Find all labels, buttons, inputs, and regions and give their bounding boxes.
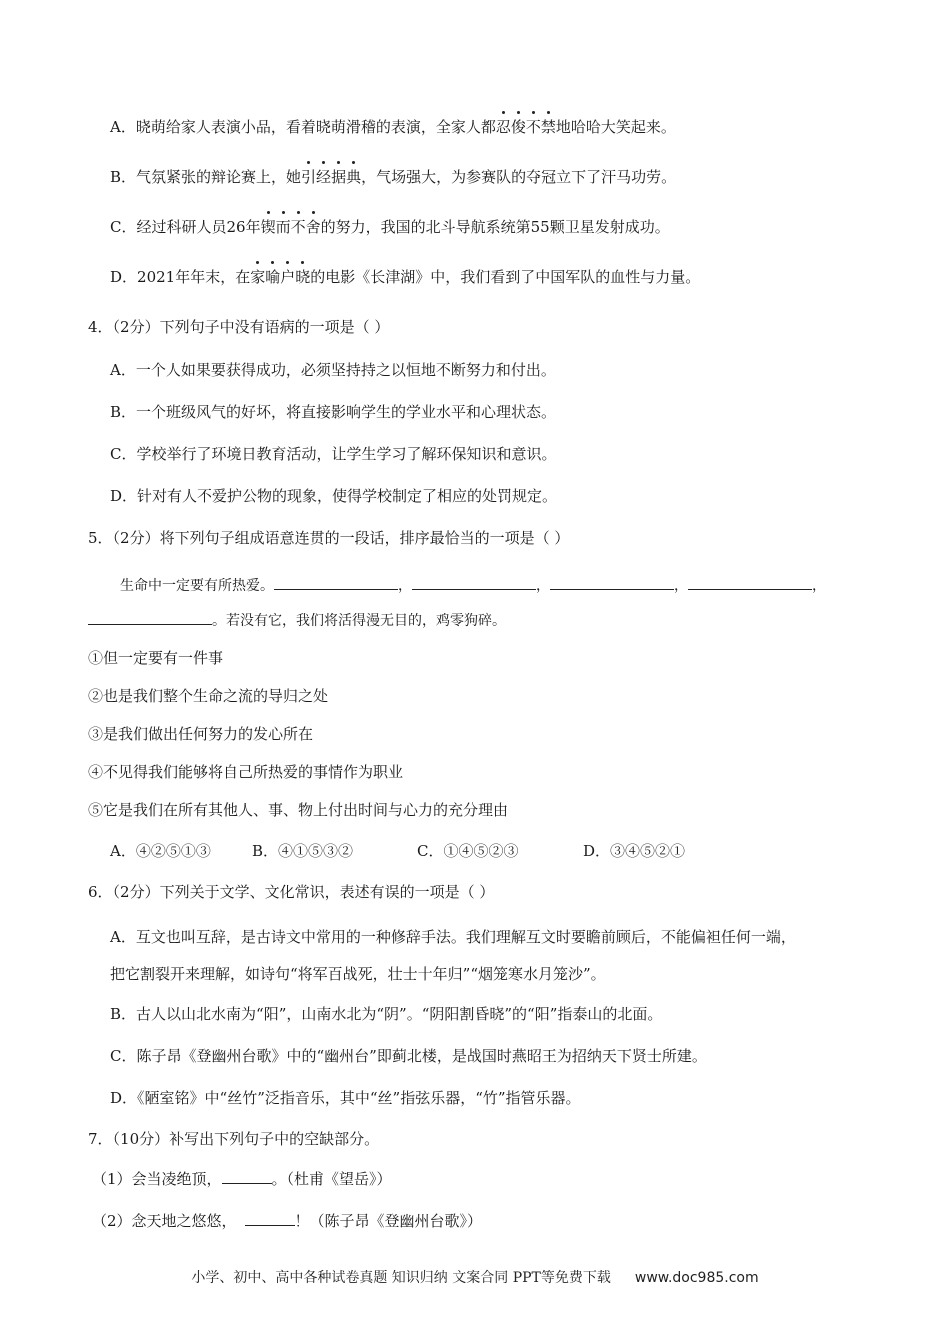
dotted-char: 引 <box>301 168 317 186</box>
dotted-char: 而 <box>275 218 291 236</box>
passage-comma: ， <box>536 578 550 594</box>
answer-blank <box>550 575 674 590</box>
q3-option-d <box>110 267 700 287</box>
option-text: 的努力，我国的北斗导航系统第55颗卫星发射成功。 <box>320 218 670 236</box>
option-text: ，气场强大，为参赛队的夺冠立下了汗马功劳。 <box>361 168 677 186</box>
item-text: ！（陈子昂《登幽州台歌》） <box>294 1212 483 1230</box>
q4-option-a: A．一个人如果要获得成功，必须坚持持之以恒地不断努力和付出。 <box>110 361 556 379</box>
option-text: 的电影《长津湖》中，我们看到了中国军队的血性与力量。 <box>310 268 701 286</box>
dotted-char: 典 <box>346 168 362 186</box>
q5-sentence-5: ⑤它是我们在所有其他人、事、物上付出时间与心力的充分理由 <box>88 801 509 819</box>
q5-sentence-1: ①但一定要有一件事 <box>88 649 224 667</box>
dotted-char: 禁 <box>540 118 556 136</box>
q3-option-c <box>110 217 670 237</box>
option-text: B．气氛紧张的辩论赛上，她 <box>110 168 302 186</box>
answer-blank <box>245 1211 295 1226</box>
answer-blank <box>88 610 212 625</box>
q6-stem: 6．（2分）下列关于文学、文化常识，表述有误的一项是（ ） <box>88 883 495 901</box>
dotted-char: 舍 <box>305 218 321 236</box>
q5-sentence-2: ②也是我们整个生命之流的导归之处 <box>88 687 329 705</box>
q4-stem: 4．（2分）下列句子中没有语病的一项是（ ） <box>88 318 390 336</box>
dotted-char: 户 <box>280 268 296 286</box>
q7-stem: 7．（10分）补写出下列句子中的空缺部分。 <box>88 1130 380 1148</box>
q3-option-b <box>110 167 676 187</box>
dotted-char: 据 <box>331 168 347 186</box>
q6-option-a-line2: 把它割裂开来理解，如诗句“将军百战死，壮士十年归”“烟笼寒水月笼沙”。 <box>110 965 606 983</box>
q6-option-d: D．《陋室铭》中“丝竹”泛指音乐，其中“丝”指弦乐器，“竹”指管乐器。 <box>110 1089 581 1107</box>
page-footer <box>0 1268 950 1288</box>
item-text: 。（杜甫《望岳》） <box>271 1170 392 1188</box>
q3-option-a <box>110 117 676 137</box>
q5-option-a: A．④②⑤①③ <box>110 842 211 860</box>
option-text: D．2021年年末，在 <box>110 268 251 286</box>
passage-text: 。若没有它，我们将活得漫无目的，鸡零狗碎。 <box>212 613 506 629</box>
answer-blank <box>222 1169 272 1184</box>
item-text: （2）念天地之悠悠， <box>92 1212 237 1230</box>
answer-blank <box>274 575 398 590</box>
passage-comma: ， <box>398 578 412 594</box>
q5-passage-line2 <box>88 610 506 631</box>
passage-comma: ， <box>674 578 688 594</box>
dotted-char: 经 <box>316 168 332 186</box>
option-text: C．经过科研人员26年 <box>110 218 261 236</box>
q5-option-c: C．①④⑤②③ <box>417 842 519 860</box>
passage-text: 生命中一定要有所热爱。 <box>120 578 274 594</box>
q6-option-b: B．古人以山北水南为“阳”，山南水北为“阴”。“阴阳割昏晓”的“阳”指泰山的北面。 <box>110 1005 663 1023</box>
q4-option-d: D．针对有人不爱护公物的现象，使得学校制定了相应的处罚规定。 <box>110 487 558 505</box>
footer-link[interactable]: www.doc985.com <box>634 1270 759 1286</box>
q5-sentence-4: ④不见得我们能够将自己所热爱的事情作为职业 <box>88 763 404 781</box>
dotted-char: 家 <box>250 268 266 286</box>
q6-option-a-line1: A．互文也叫互辞，是古诗文中常用的一种修辞手法。我们理解互文时要瞻前顾后，不能偏袒任何一端， <box>110 928 796 946</box>
q7-item-1 <box>92 1169 392 1189</box>
q4-option-b: B．一个班级风气的好坏，将直接影响学生的学业水平和心理状态。 <box>110 403 557 421</box>
q5-stem: 5．（2分）将下列句子组成语意连贯的一段话，排序最恰当的一项是（ ） <box>88 529 570 547</box>
dotted-char: 俊 <box>510 118 526 136</box>
option-text: A．晓萌给家人表演小品，看着晓萌滑稽的表演，全家人都 <box>110 118 496 136</box>
q6-option-c: C．陈子昂《登幽州台歌》中的“幽州台”即蓟北楼，是战国时燕昭王为招纳天下贤士所建。 <box>110 1047 707 1065</box>
footer-text: 小学、初中、高中各种试卷真题 知识归纳 文案合同 PPT等免费下载 <box>191 1270 611 1286</box>
dotted-char: 喻 <box>265 268 281 286</box>
dotted-char: 不 <box>525 118 541 136</box>
q5-passage-line1 <box>120 575 826 596</box>
q5-option-b: B．④①⑤③② <box>252 842 354 860</box>
answer-blank <box>412 575 536 590</box>
dotted-char: 不 <box>290 218 306 236</box>
item-text: （1）会当凌绝顶， <box>92 1170 222 1188</box>
q5-option-d: D．③④⑤②① <box>583 842 686 860</box>
q5-sentence-3: ③是我们做出任何努力的发心所在 <box>88 725 314 743</box>
dotted-char: 晓 <box>295 268 311 286</box>
dotted-char: 忍 <box>495 118 511 136</box>
dotted-char: 锲 <box>260 218 276 236</box>
passage-comma: ， <box>812 578 826 594</box>
q7-item-2 <box>92 1211 482 1231</box>
option-text: 地哈哈大笑起来。 <box>555 118 676 136</box>
q4-option-c: C．学校举行了环境日教育活动，让学生学习了解环保知识和意识。 <box>110 445 557 463</box>
answer-blank <box>688 575 812 590</box>
